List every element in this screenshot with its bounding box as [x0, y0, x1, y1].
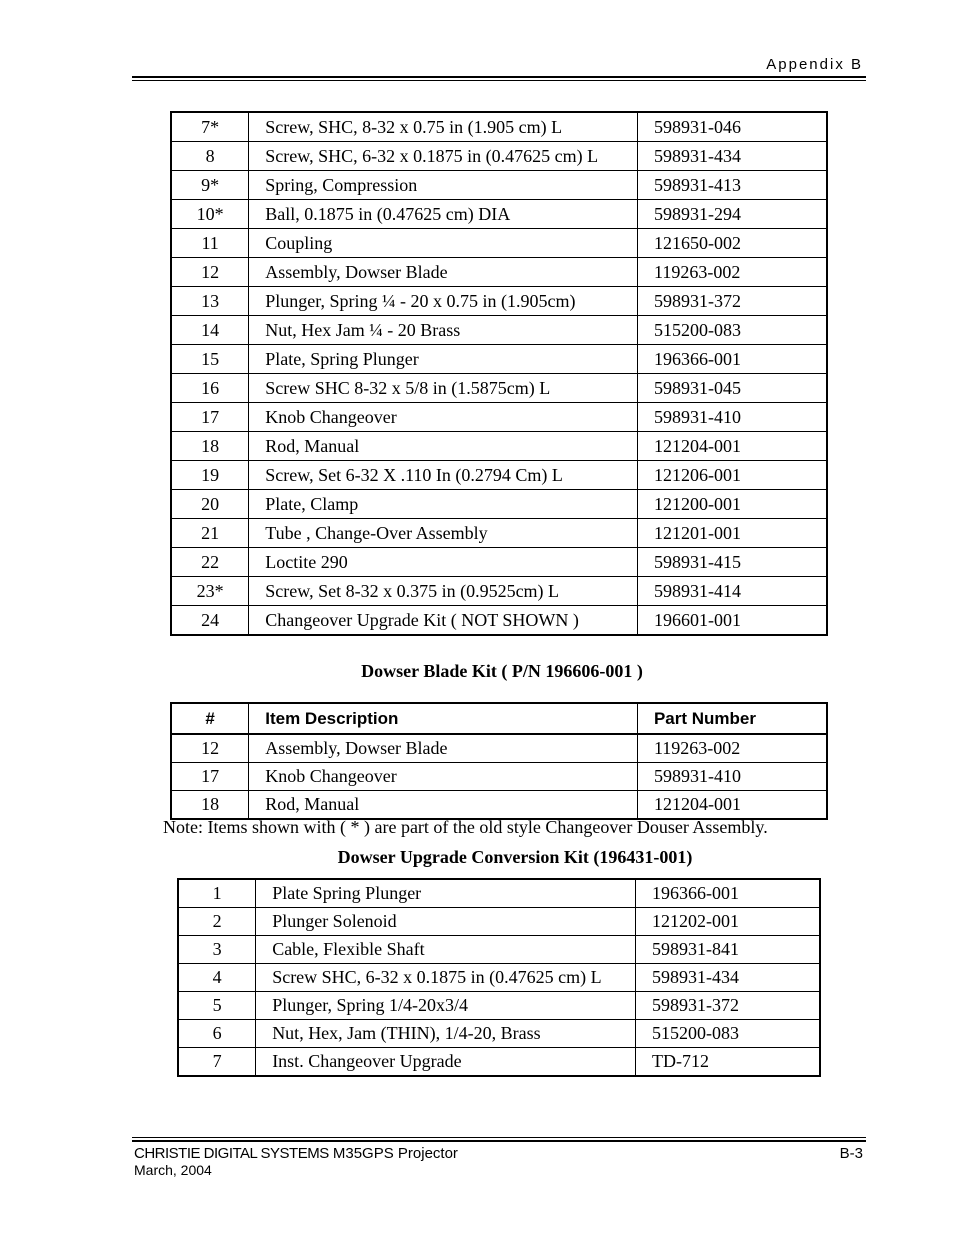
part-number: 121206-001: [638, 461, 828, 490]
footer-rule-thin: [132, 1137, 866, 1138]
item-description: Plunger, Spring ¼ - 20 x 0.75 in (1.905cm): [249, 287, 638, 316]
part-number: 598931-045: [638, 374, 828, 403]
parts-table-continued: [170, 111, 828, 636]
part-number: 119263-002: [637, 734, 827, 763]
table-row: [171, 519, 827, 548]
footer-brand: CHRISTIE DIGITAL SYSTEMS: [134, 1145, 329, 1162]
item-description: Ball, 0.1875 in (0.47625 cm) DIA: [249, 200, 638, 229]
part-number: 598931-046: [638, 112, 828, 142]
item-number: 14: [171, 316, 249, 345]
item-number: 2: [178, 908, 256, 936]
table-row: [171, 791, 827, 820]
table-header-row: [171, 703, 827, 734]
item-number: 7*: [171, 112, 249, 142]
table-row: [171, 200, 827, 229]
item-description: Nut, Hex Jam ¼ - 20 Brass: [249, 316, 638, 345]
part-number: 121204-001: [637, 791, 827, 820]
item-description: Cable, Flexible Shaft: [256, 936, 636, 964]
part-number: 196366-001: [638, 345, 828, 374]
item-number: 17: [171, 403, 249, 432]
table-row: [171, 490, 827, 519]
item-description: Screw, Set 6-32 X .110 In (0.2794 Cm) L: [249, 461, 638, 490]
table-row: [171, 763, 827, 791]
page-number: B-3: [839, 1145, 863, 1162]
table-row: [171, 403, 827, 432]
table-row: [171, 229, 827, 258]
header-rule-thin: [132, 80, 866, 81]
item-number: 22: [171, 548, 249, 577]
part-number: 121204-001: [638, 432, 828, 461]
item-number: 20: [171, 490, 249, 519]
item-description: Knob Changeover: [249, 763, 638, 791]
part-number: 598931-410: [638, 403, 828, 432]
item-description: Plunger Solenoid: [256, 908, 636, 936]
table-row: [171, 171, 827, 200]
item-description: Rod, Manual: [249, 791, 638, 820]
item-description: Screw SHC 8-32 x 5/8 in (1.5875cm) L: [249, 374, 638, 403]
item-description: Plate Spring Plunger: [256, 879, 636, 908]
part-number: 515200-083: [635, 1020, 820, 1048]
item-number: 9*: [171, 171, 249, 200]
item-number: 7: [178, 1048, 256, 1077]
table-row: [178, 908, 820, 936]
item-description: Loctite 290: [249, 548, 638, 577]
table-row: [178, 1020, 820, 1048]
item-number: 18: [171, 791, 249, 820]
table-row: [171, 345, 827, 374]
item-description: Plate, Clamp: [249, 490, 638, 519]
part-number: 196601-001: [638, 606, 828, 636]
item-number: 11: [171, 229, 249, 258]
part-number: 598931-434: [638, 142, 828, 171]
item-number: 23*: [171, 577, 249, 606]
table-row: [171, 577, 827, 606]
table-row: [171, 316, 827, 345]
footer-product: M35GPS Projector: [328, 1145, 458, 1162]
item-number: 3: [178, 936, 256, 964]
part-number: 598931-414: [638, 577, 828, 606]
item-description: Screw, Set 8-32 x 0.375 in (0.9525cm) L: [249, 577, 638, 606]
item-description: Inst. Changeover Upgrade: [256, 1048, 636, 1077]
item-description: Plunger, Spring 1/4-20x3/4: [256, 992, 636, 1020]
item-number: 19: [171, 461, 249, 490]
part-number: 515200-083: [638, 316, 828, 345]
part-number: 598931-372: [635, 992, 820, 1020]
part-number: 598931-434: [635, 964, 820, 992]
upgrade-kit-caption: Dowser Upgrade Conversion Kit (196431-001): [337, 847, 693, 867]
item-number: 12: [171, 734, 249, 763]
item-description: Assembly, Dowser Blade: [249, 258, 638, 287]
table-row: [178, 1048, 820, 1077]
item-number: 16: [171, 374, 249, 403]
part-number: 121202-001: [635, 908, 820, 936]
item-description: Knob Changeover: [249, 403, 638, 432]
part-number: 598931-413: [638, 171, 828, 200]
dowser-blade-kit-table: [170, 702, 828, 820]
column-header-number: #: [171, 703, 249, 734]
item-number: 4: [178, 964, 256, 992]
table-row: [171, 287, 827, 316]
table-row: [171, 258, 827, 287]
table-row: [171, 142, 827, 171]
footer-left: [134, 1145, 458, 1179]
dowser-blade-kit-caption: Dowser Blade Kit ( P/N 196606-001 ): [361, 661, 643, 681]
part-number: 598931-372: [638, 287, 828, 316]
part-number: 598931-415: [638, 548, 828, 577]
item-description: Spring, Compression: [249, 171, 638, 200]
item-description: Plate, Spring Plunger: [249, 345, 638, 374]
table-row: [171, 374, 827, 403]
item-number: 8: [171, 142, 249, 171]
item-description: Assembly, Dowser Blade: [249, 734, 638, 763]
footnote: Note: Items shown with ( * ) are part of the old style Changeover Douser Assembly.: [163, 817, 768, 837]
section-header: Appendix B: [766, 56, 863, 73]
item-description: Coupling: [249, 229, 638, 258]
item-number: 10*: [171, 200, 249, 229]
table-row: [178, 964, 820, 992]
table-row: [171, 606, 827, 636]
item-number: 12: [171, 258, 249, 287]
part-number: 598931-841: [635, 936, 820, 964]
part-number: 121650-002: [638, 229, 828, 258]
part-number: 119263-002: [638, 258, 828, 287]
item-number: 5: [178, 992, 256, 1020]
table-row: [171, 432, 827, 461]
table-row: [171, 548, 827, 577]
part-number: 121201-001: [638, 519, 828, 548]
item-description: Screw, SHC, 6-32 x 0.1875 in (0.47625 cm) L: [249, 142, 638, 171]
table-row: [178, 992, 820, 1020]
part-number: TD-712: [635, 1048, 820, 1077]
footer-rule: [132, 1140, 866, 1142]
upgrade-kit-body: [178, 879, 820, 1076]
footer-date: March, 2004: [134, 1162, 212, 1178]
part-number: 598931-410: [637, 763, 827, 791]
item-description: Screw, SHC, 8-32 x 0.75 in (1.905 cm) L: [249, 112, 638, 142]
table-row: [178, 936, 820, 964]
table-row: [171, 112, 827, 142]
table-row: [171, 461, 827, 490]
item-number: 24: [171, 606, 249, 636]
item-description: Tube , Change-Over Assembly: [249, 519, 638, 548]
item-number: 13: [171, 287, 249, 316]
item-description: Rod, Manual: [249, 432, 638, 461]
item-description: Nut, Hex, Jam (THIN), 1/4-20, Brass: [256, 1020, 636, 1048]
column-header-part-number: Part Number: [637, 703, 827, 734]
item-description: Changeover Upgrade Kit ( NOT SHOWN ): [249, 606, 638, 636]
item-number: 18: [171, 432, 249, 461]
item-number: 17: [171, 763, 249, 791]
part-number: 196366-001: [635, 879, 820, 908]
column-header-description: Item Description: [249, 703, 638, 734]
part-number: 598931-294: [638, 200, 828, 229]
part-number: 121200-001: [638, 490, 828, 519]
item-number: 1: [178, 879, 256, 908]
table-row: [178, 879, 820, 908]
item-number: 6: [178, 1020, 256, 1048]
header-rule: [132, 76, 866, 78]
table-row: [171, 734, 827, 763]
item-number: 21: [171, 519, 249, 548]
parts-table-body: [171, 112, 827, 635]
item-description: Screw SHC, 6-32 x 0.1875 in (0.47625 cm) L: [256, 964, 636, 992]
upgrade-kit-table: [177, 878, 821, 1077]
dowser-blade-kit-body: [171, 734, 827, 819]
item-number: 15: [171, 345, 249, 374]
